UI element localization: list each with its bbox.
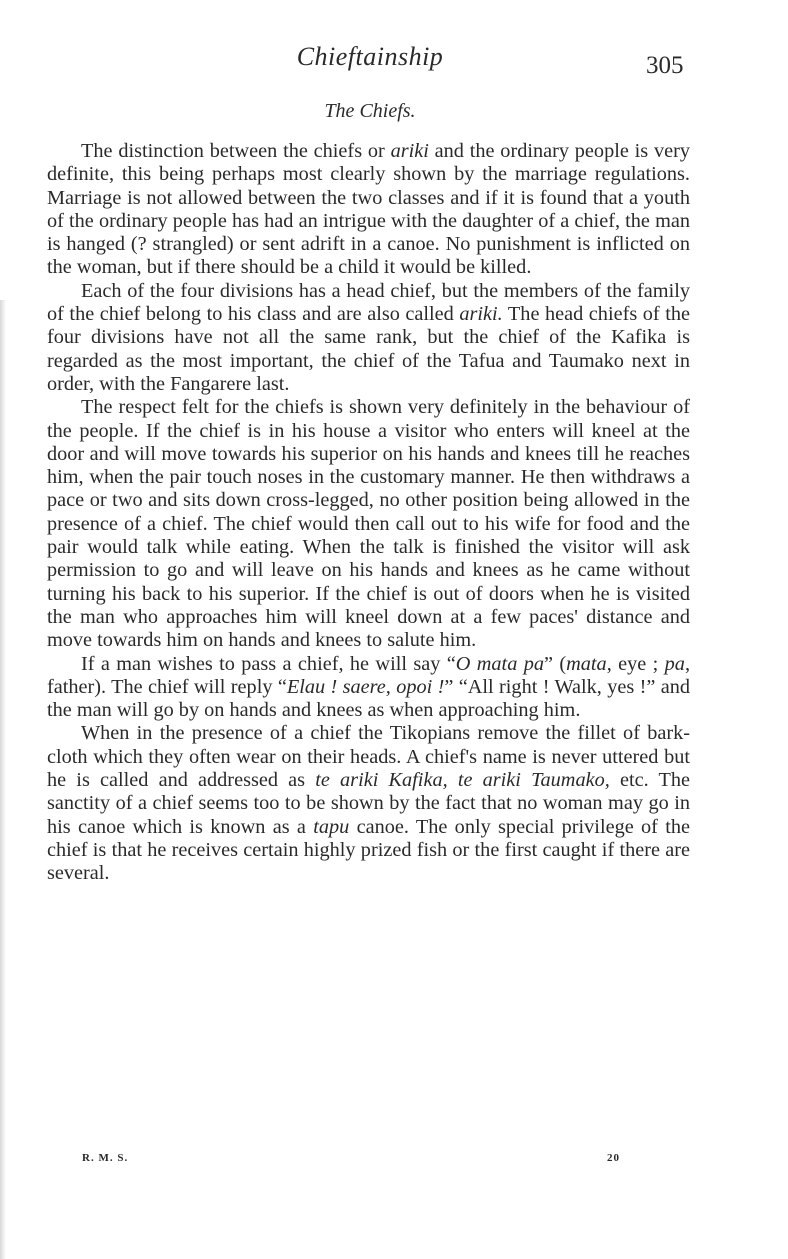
page-number: 305 — [646, 52, 684, 79]
signature-mark: R. M. S. — [82, 1152, 129, 1164]
binding-shadow — [0, 300, 6, 1259]
italic-term: O mata pa — [455, 652, 544, 675]
paragraph: If a man wishes to pass a chief, he will say “O mata pa” (mata, eye ; pa, father). The chief will reply “Elau ! saere, opoi !” “All right ! Walk, yes !” and the man will go by on hands and knees as when approaching him. — [47, 652, 691, 722]
italic-term: te ariki Kafika, te ariki Taumako, — [315, 769, 610, 792]
paragraph: The distinction between the chiefs or ariki and the ordinary people is very definite, this being perhaps most clearly shown by the marriage regulations. Marriage is not allowed between the two classes and if it is found that a youth of the ordinary people has had an intrigue with the daughter of a chief, the man is hanged (? strangled) or sent adrift in a canoe. No punishment is inflicted on the woman, but if there should be a child it would be killed. — [47, 140, 690, 279]
italic-term: tapu — [313, 815, 350, 838]
paragraph: Each of the four divisions has a head chief, but the members of the family of the chief belong to his class and are also called ariki. The head chiefs of the four divisions have not all the same rank, but the chief of the Kafika is regarded as the most important, the chief of the Tafua and Taumako next in order, with the Fangarere last. — [47, 279, 690, 395]
paragraph: The respect felt for the chiefs is shown very definitely in the behaviour of the people. If the chief is in his house a visitor who enters will kneel at the door and will move towards his superior on his hands and knees till he reaches him, when the pair touch noses in the customary manner. He then withdraws a pace or two and sits down cross-legged, no other position being allowed in the presence of a chief. The chief would then call out to his wife for food and the pair would talk while eating. When the talk is finished the visitor will ask permission to go and will leave on his hands and knees as he came without turning his back to his superior. If the chief is out of doors when he is visited the man who approaches him will kneel down at a few paces' distance and move towards him on hands and knees to salute him. — [47, 396, 690, 652]
page-header — [0, 42, 788, 82]
italic-term: Elau ! saere, opoi ! — [286, 675, 445, 698]
sheet-number: 20 — [607, 1152, 620, 1164]
running-title: Chieftainship — [296, 42, 444, 71]
italic-term: ariki — [390, 140, 429, 162]
section-title: The Chiefs. — [324, 100, 416, 122]
italic-term: mata — [566, 652, 607, 675]
body-text — [47, 140, 690, 886]
italic-term: ariki. — [459, 303, 503, 326]
page-footer — [0, 1152, 788, 1172]
italic-term: pa — [664, 652, 685, 675]
paragraph: When in the presence of a chief the Tikopians remove the fillet of bark-cloth which they often wear on their heads. A chief's name is never uttered but he is called and addressed as te ariki Kafika, te ariki Taumako, etc. The sanctity of a chief seems too to be shown by the fact that no woman may go in his canoe which is known as a tapu canoe. The only special privilege of the chief is that he receives certain highly prized fish or the first caught if there are several. — [47, 722, 691, 885]
